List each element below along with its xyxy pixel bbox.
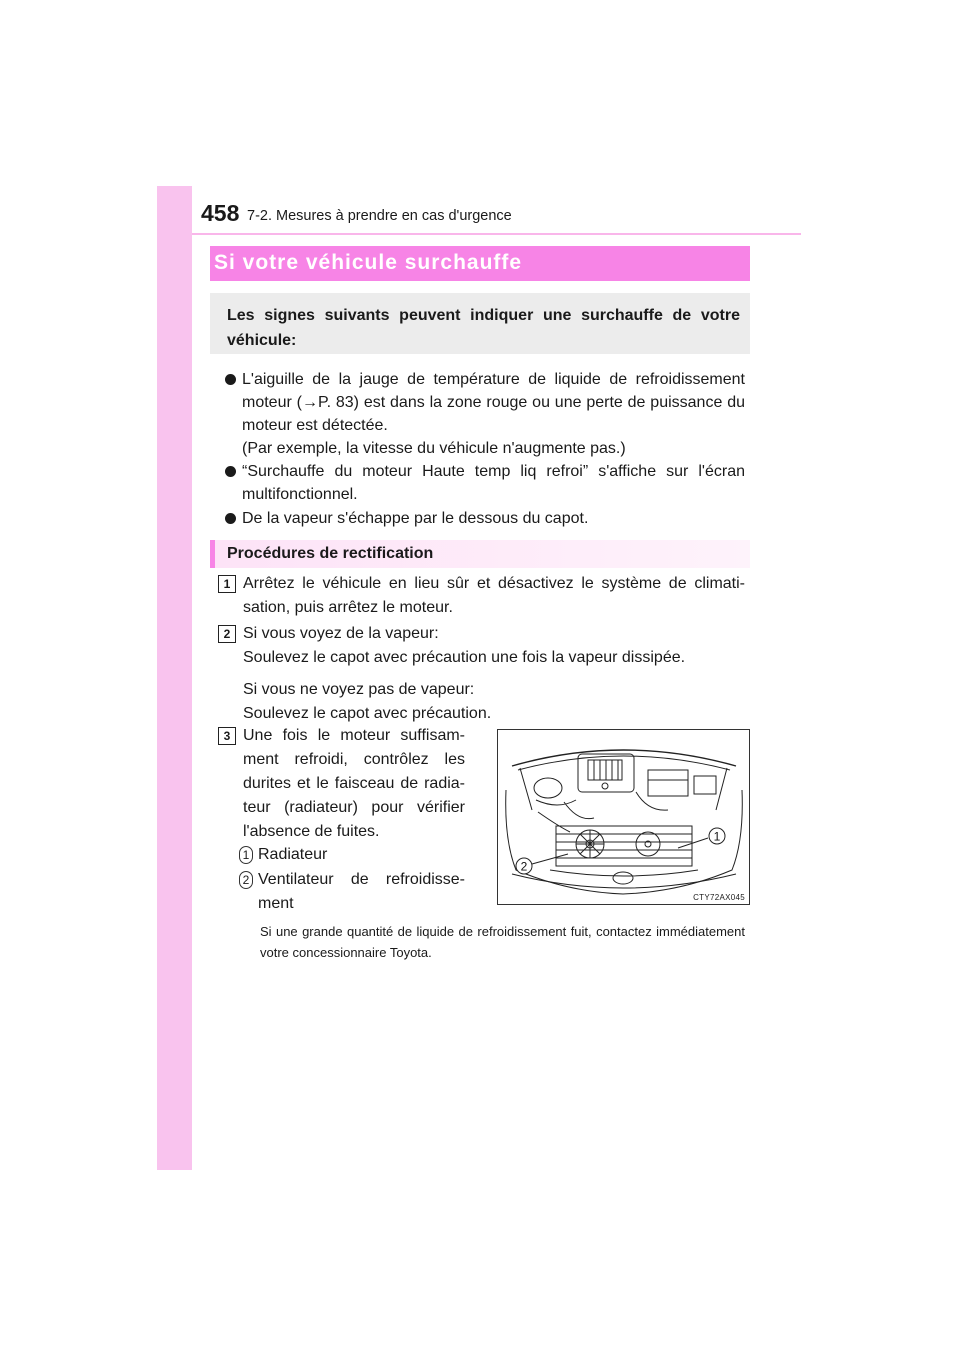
page-title: Si votre véhicule surchauffe (214, 251, 523, 274)
legend-label: Radiateur (258, 846, 328, 863)
sign-text: De la vapeur s'échappe par le dessous du capot. (242, 510, 589, 527)
engine-bay-illustration (497, 729, 750, 905)
no-steam-case-title: Si vous ne voyez pas de vapeur: (243, 681, 475, 698)
sign-item (225, 368, 745, 460)
callout-2-label: 2 (520, 859, 528, 874)
legend-number: 2 (239, 871, 253, 889)
bullet-icon (225, 513, 236, 524)
sign-text: “Surchauffe du moteur Haute temp liq refroi” s'affiche sur l'écran multifonctionnel. (242, 463, 745, 503)
step-1-text: Arrêtez le véhicule en lieu sûr et désactivez le système de climati- sation, puis arrêtez le moteur. (243, 575, 745, 616)
header-divider (192, 233, 801, 235)
intro-box (210, 293, 750, 354)
steam-case-text: Soulevez le capot avec précaution une fois la vapeur dissipée. (243, 649, 686, 666)
sign-text: L'aiguille de la jauge de température de liquide de refroidissement moteur (→P. 83) est dans la zone rouge ou une perte de puissance du moteur est détectée. (242, 371, 745, 434)
step-number-badge: 1 (218, 575, 236, 593)
sign-example: (Par exemple, la vitesse du véhicule n'augmente pas.) (242, 440, 626, 457)
page-title-bar (210, 246, 750, 281)
no-steam-case-text: Soulevez le capot avec précaution. (243, 705, 492, 722)
procedure-heading: Procédures de rectification (227, 545, 434, 562)
callout-1-label: 1 (713, 829, 721, 844)
bullet-icon (225, 374, 236, 385)
intro-text: Les signes suivants peuvent indiquer une surchauffe de votre véhicule: (227, 307, 740, 349)
page-number: 458 (201, 200, 240, 226)
sign-item (225, 507, 745, 530)
step-number-badge: 2 (218, 625, 236, 643)
note-text: Si une grande quantité de liquide de refroidissement fuit, contactez immédiatement votre concessionnaire Toyota. (260, 924, 745, 960)
side-color-band (157, 186, 192, 1170)
sign-item (225, 460, 745, 506)
legend-number: 1 (239, 846, 253, 864)
section-reference: 7-2. Mesures à prendre en cas d'urgence (247, 208, 512, 224)
figure-code: CTY72AX045 (693, 893, 745, 902)
step-3-text: Une fois le moteur suffisam- ment refroidi, contrôlez les durites et le faisceau de radia- teur (radiateur) pour vérifier l'absence de fuites. (243, 727, 465, 840)
legend-label: Ventilateur de refroidisse- ment (258, 871, 465, 912)
engine-bay-drawing (498, 730, 749, 904)
steam-case-title: Si vous voyez de la vapeur: (243, 625, 439, 642)
step-number-badge: 3 (218, 727, 236, 745)
bullet-icon (225, 466, 236, 477)
step-2-text (243, 622, 745, 726)
procedure-heading-bar (210, 540, 750, 568)
